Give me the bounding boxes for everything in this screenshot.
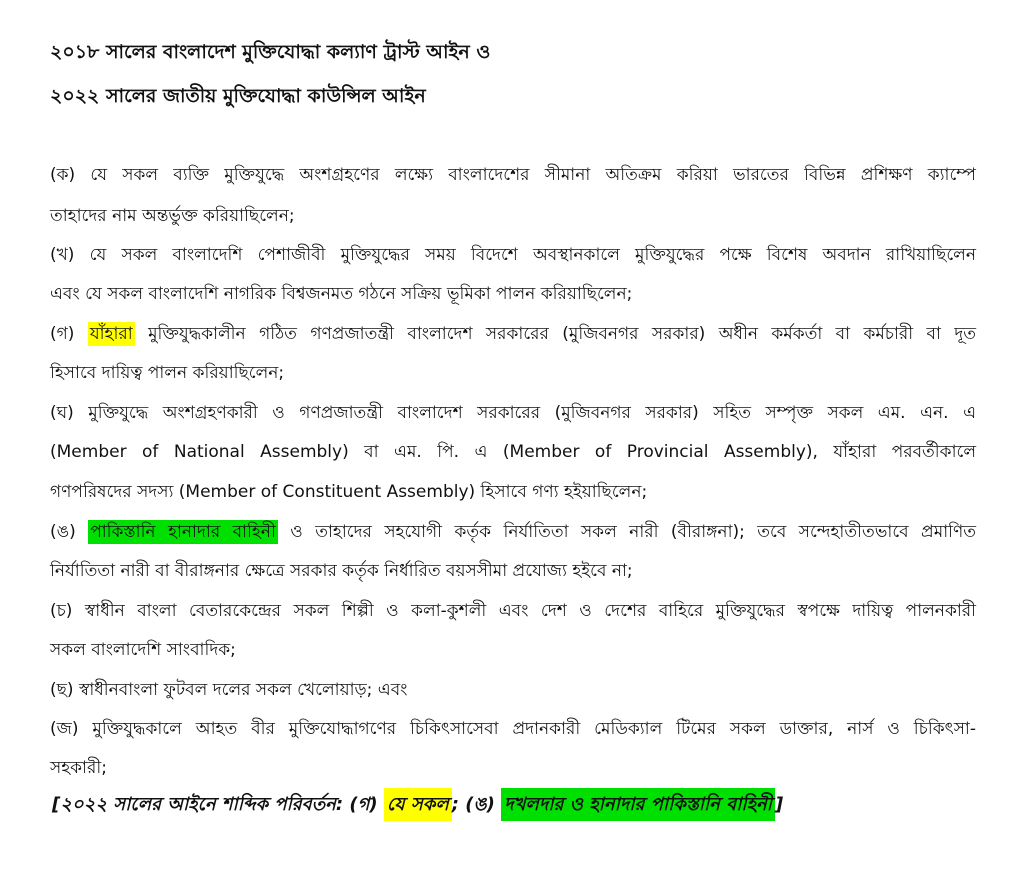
clause-uma-line-2: নির্যাতিতা নারী বা বীরাঙ্গনার ক্ষেত্রে সরকার কর্তৃক নির্ধারিত বয়সসীমা প্রযোজ্য হইবে না; (50, 561, 633, 581)
clause-cha-line-2: সকল বাংলাদেশি সাংবাদিক; (50, 640, 236, 660)
clause-uma-rest: ও তাহাদের সহযোগী কর্তৃক নির্যাতিতা সকল নারী (বীরাঙ্গনা); তবে সন্দেহাতীতভাবে প্রমাণিত (290, 522, 977, 542)
clause-ka-line-1: (ক) যে সকল ব্যক্তি মুক্তিযুদ্ধে অংশগ্রহণের লক্ষ্যে বাংলাদেশের সীমানা অতিক্রম করিয়া ভারতের বিভিন্ন প্রশিক্ষণ ক্যাম্পে (50, 165, 976, 185)
clause-chha-line-1: (ছ) স্বাধীনবাংলা ফুটবল দলের সকল খেলোয়াড়; এবং (50, 680, 408, 700)
clause-kha-line-1: (খ) যে সকল বাংলাদেশি পেশাজীবী মুক্তিযুদ্ধের সময় বিদেশে অবস্থানকালে মুক্তিযুদ্ধের পক্ষে বিশেষ অবদান রাখিয়াছিলেন (50, 245, 976, 265)
clause-ga-rest: মুক্তিযুদ্ধকালীন গঠিত গণপ্রজাতন্ত্রী বাংলাদেশ সরকারের (মুজিবনগর সরকার) অধীন কর্মকর্তা বা কর্মচারী বা দূত (148, 324, 977, 344)
clause-ga-prefix: (গ) (50, 324, 75, 344)
amendment-note-mid: ; (ঙ) (451, 794, 495, 815)
clause-ja-line-2: সহকারী; (50, 758, 107, 778)
clause-gha-line-2: (Member of National Assembly) বা এম. পি. এ (Member of Provincial Assembly), যাঁহারা পরবর্তীকালে (50, 442, 976, 462)
clause-kha-line-2: এবং যে সকল বাংলাদেশি নাগরিক বিশ্বজনমত গঠনে সক্রিয় ভূমিকা পালন করিয়াছিলেন; (50, 284, 633, 304)
clause-gha-line-1: (ঘ) মুক্তিযুদ্ধে অংশগ্রহণকারী ও গণপ্রজাতন্ত্রী বাংলাদেশ সরকারের (মুজিবনগর সরকার) সহিত সম্পৃক্ত সকল এম. এন. এ (50, 403, 976, 423)
clause-ka-line-2: তাহাদের নাম অন্তর্ভুক্ত করিয়াছিলেন; (50, 206, 295, 226)
amendment-note-lead: [২০২২ সালের আইনে শাব্দিক পরিবর্তন: (গ) (52, 794, 378, 815)
clause-ga-line-1 (50, 322, 976, 346)
clause-uma-line-1 (50, 520, 976, 544)
amendment-note (52, 792, 783, 818)
clause-ja-line-1: (জ) মুক্তিযুদ্ধকালে আহত বীর মুক্তিযোদ্ধাগণের চিকিৎসাসেবা প্রদানকারী মেডিক্যাল টিমের সকল ডাক্তার, নার্স ও চিকিৎসা- (50, 719, 976, 739)
title-line-2: ২০২২ সালের জাতীয় মুক্তিযোদ্ধা কাউন্সিল আইন (50, 85, 426, 107)
clause-uma-prefix: (ঙ) (50, 522, 76, 542)
clause-cha-line-1: (চ) স্বাধীন বাংলা বেতারকেন্দ্রের সকল শিল্পী ও কলা-কুশলী এবং দেশ ও দেশের বাহিরে মুক্তিযুদ্ধের স্বপক্ষে দায়িত্ব পালনকারী (50, 601, 976, 621)
amendment-note-green: দখলদার ও হানাদার পাকিস্তানি বাহিনী (501, 788, 775, 821)
clause-ga-highlight: যাঁহারা (89, 324, 133, 344)
clause-uma-highlight: পাকিস্তানি হানাদার বাহিনী (90, 522, 276, 542)
amendment-note-end: ] (774, 794, 784, 815)
amendment-note-yellow: যে সকল (384, 788, 452, 821)
clause-ga-line-2: হিসাবে দায়িত্ব পালন করিয়াছিলেন; (50, 363, 285, 383)
clause-gha-line-3: গণপরিষদের সদস্য (Member of Constituent Assembly) হিসাবে গণ্য হইয়াছিলেন; (50, 482, 648, 502)
title-line-1: ২০১৮ সালের বাংলাদেশ মুক্তিযোদ্ধা কল্যাণ ট্রাস্ট আইন ও (50, 41, 491, 63)
